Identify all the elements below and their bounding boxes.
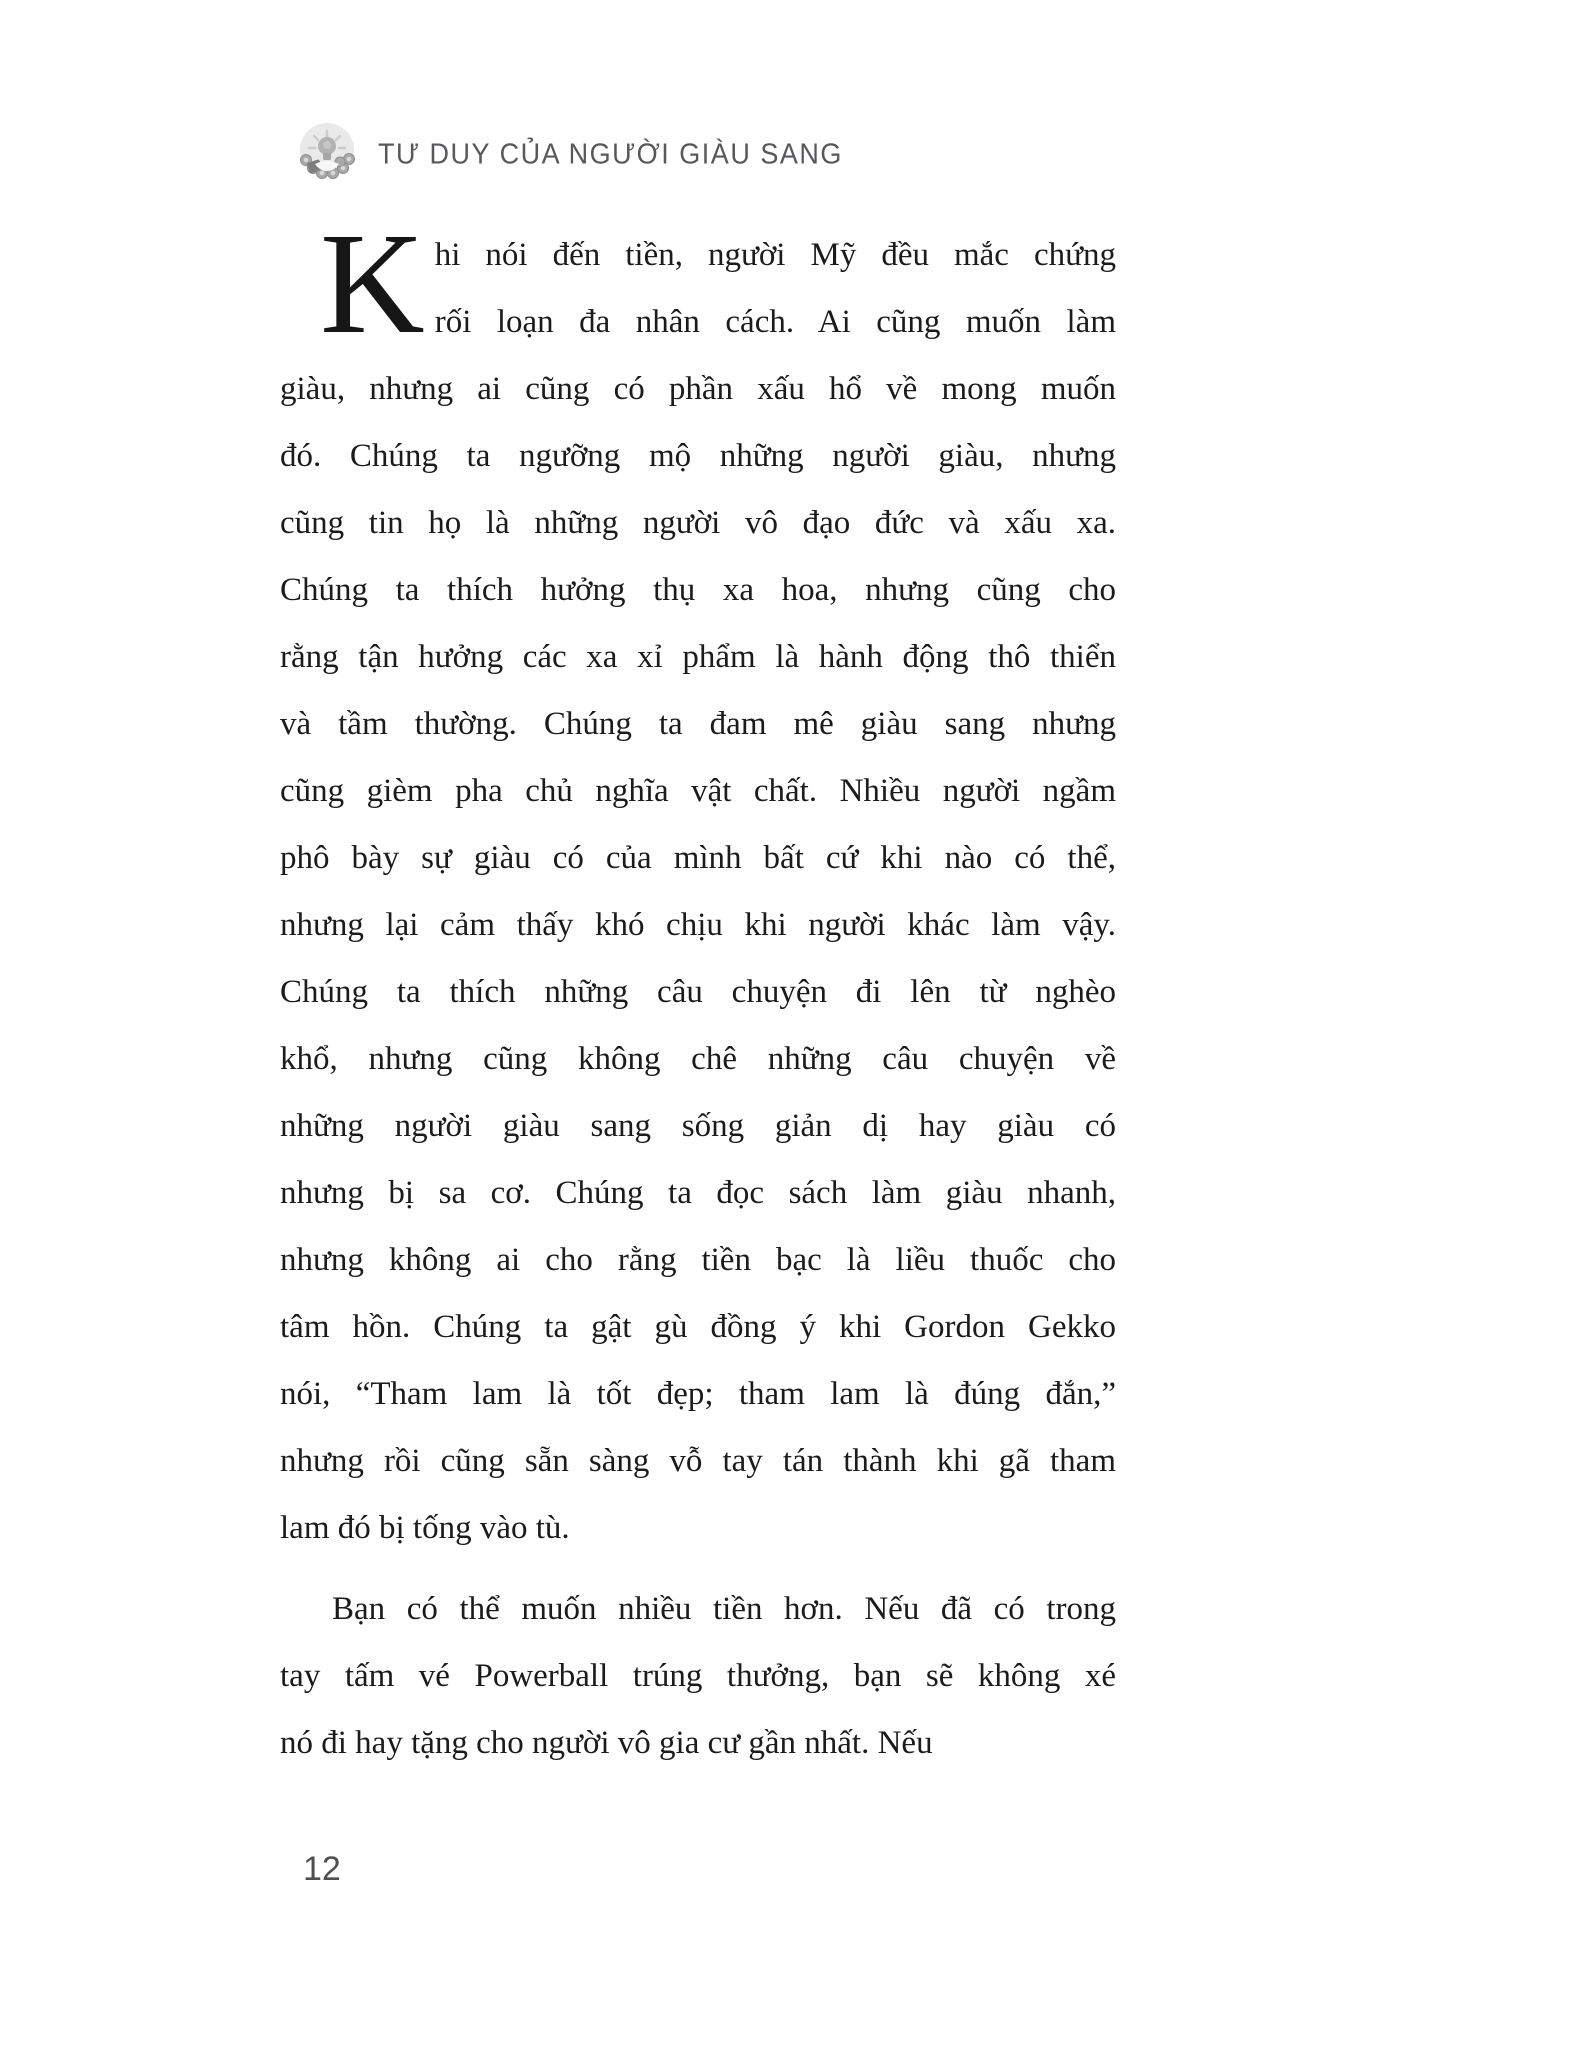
paragraph-2-lines	[280, 1576, 1116, 1777]
text-line: đó. Chúng ta ngưỡng mộ những người giàu, nhưng	[280, 438, 1116, 474]
paragraph-2	[280, 1576, 1116, 1777]
paragraph-1	[280, 204, 1116, 1562]
text-line: nói, “Tham lam là tốt đẹp; tham lam là đúng đắn,”	[280, 1376, 1116, 1412]
text-line: lam đó bị tống vào tù.	[280, 1510, 570, 1546]
text-line: nó đi hay tặng cho người vô gia cư gần nhất. Nếu	[280, 1725, 933, 1761]
text-line: cũng gièm pha chủ nghĩa vật chất. Nhiều người ngầm	[280, 773, 1116, 809]
publisher-logo-icon	[296, 118, 360, 190]
text-line: rối loạn đa nhân cách. Ai cũng muốn làm	[434, 304, 1116, 340]
text-line: những người giàu sang sống giản dị hay giàu có	[280, 1108, 1116, 1144]
text-line: cũng tin họ là những người vô đạo đức và xấu xa.	[280, 505, 1116, 541]
text-line: tay tấm vé Powerball trúng thưởng, bạn sẽ không xé	[280, 1658, 1116, 1694]
text-line: Bạn có thể muốn nhiều tiền hơn. Nếu đã có trong	[332, 1591, 1116, 1627]
text-line: tâm hồn. Chúng ta gật gù đồng ý khi Gordon Gekko	[280, 1309, 1116, 1345]
text-line: Chúng ta thích hưởng thụ xa hoa, nhưng cũng cho	[280, 572, 1116, 608]
book-title: TƯ DUY CỦA NGƯỜI GIÀU SANG	[378, 137, 843, 170]
text-line: giàu, nhưng ai cũng có phần xấu hổ về mong muốn	[280, 371, 1116, 407]
text-line: hi nói đến tiền, người Mỹ đều mắc chứng	[434, 237, 1116, 273]
text-line: phô bày sự giàu có của mình bất cứ khi nào có thể,	[280, 840, 1116, 876]
paragraph-1-lines	[280, 204, 1116, 1562]
page-number: 12	[303, 1850, 341, 1888]
text-line: nhưng lại cảm thấy khó chịu khi người khác làm vậy.	[280, 907, 1116, 943]
text-line: nhưng rồi cũng sẵn sàng vỗ tay tán thành khi gã tham	[280, 1443, 1116, 1479]
text-line: khổ, nhưng cũng không chê những câu chuyện về	[280, 1041, 1116, 1077]
text-line: Chúng ta thích những câu chuyện đi lên từ nghèo	[280, 974, 1116, 1010]
text-line: rằng tận hưởng các xa xỉ phẩm là hành động thô thiển	[280, 639, 1116, 675]
text-line: nhưng bị sa cơ. Chúng ta đọc sách làm giàu nhanh,	[280, 1175, 1116, 1211]
text-line: và tầm thường. Chúng ta đam mê giàu sang nhưng	[280, 706, 1116, 742]
running-header	[296, 118, 843, 190]
drop-cap: K	[320, 204, 425, 364]
page-body	[280, 204, 1116, 1777]
text-line: nhưng không ai cho rằng tiền bạc là liều thuốc cho	[280, 1242, 1116, 1278]
